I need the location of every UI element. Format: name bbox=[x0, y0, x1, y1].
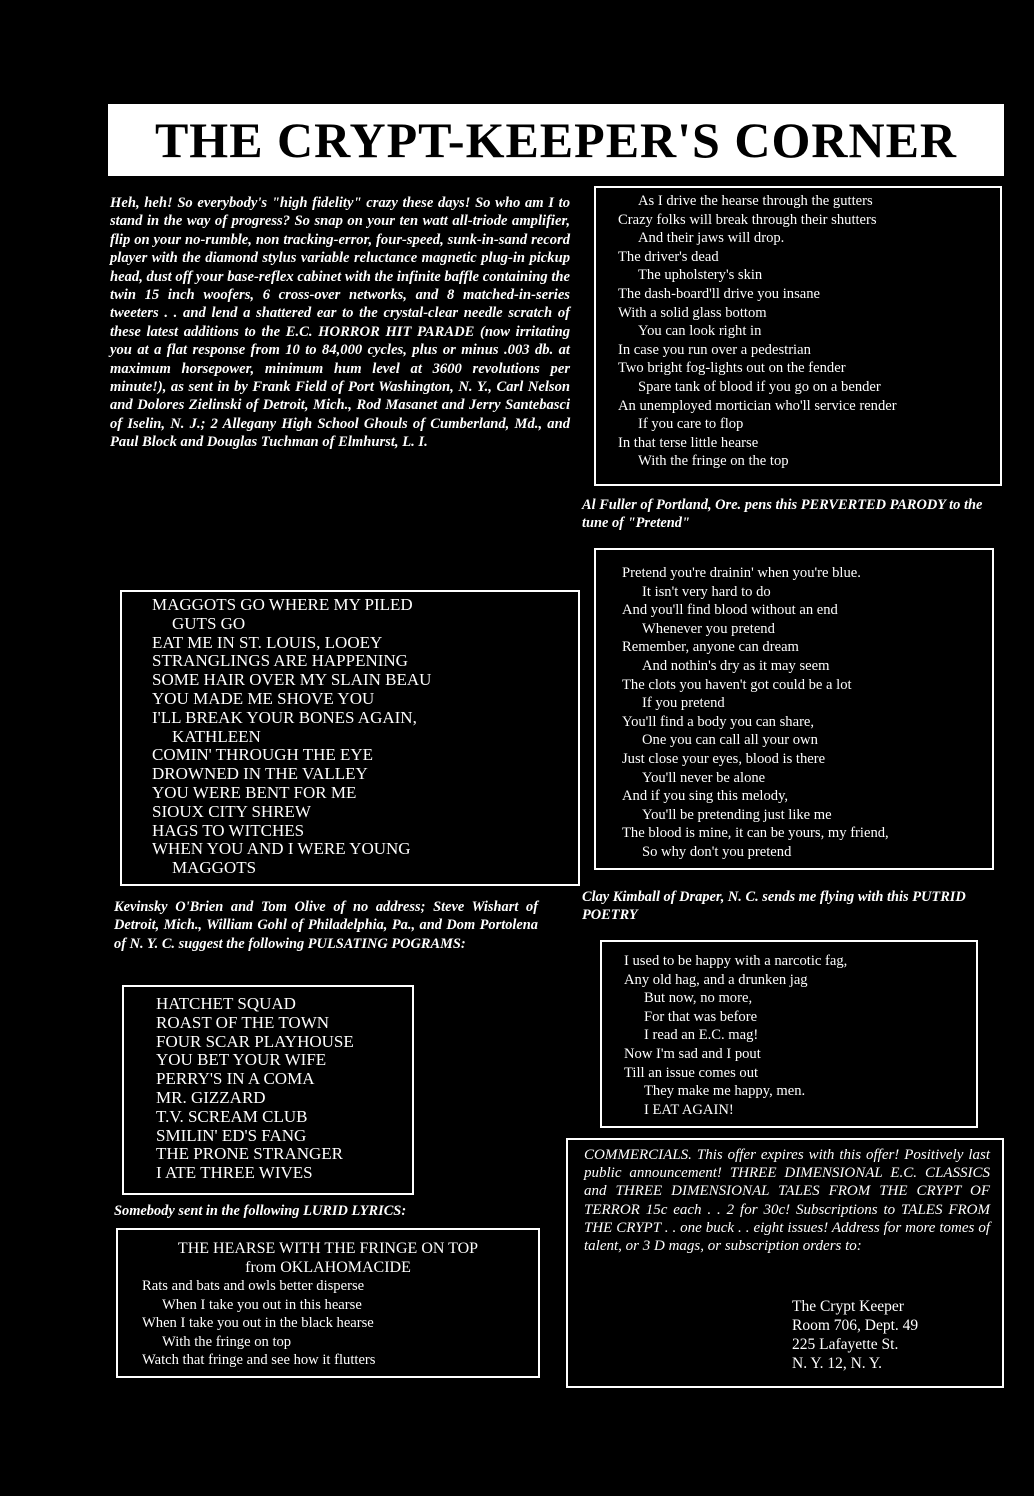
list-item: And if you sing this melody, bbox=[622, 788, 789, 805]
list-item: THE PRONE STRANGER bbox=[156, 1144, 344, 1164]
list-item: Watch that fringe and see how it flutters bbox=[142, 1352, 376, 1369]
list-item: EAT ME IN ST. LOUIS, LOOEY bbox=[152, 632, 383, 652]
list-item: MAGGOTS GO WHERE MY PILED bbox=[152, 595, 413, 614]
list-item: And nothin's dry as it may seem bbox=[642, 657, 830, 674]
hearse-continued-box bbox=[594, 186, 1002, 486]
list-item: SMILIN' ED'S FANG bbox=[156, 1125, 307, 1145]
list-item: With the fringe on the top bbox=[638, 453, 789, 470]
list-item: I read an E.C. mag! bbox=[644, 1027, 759, 1044]
list-item: The dash-board'll drive you insane bbox=[618, 285, 821, 302]
list-item: T.V. SCREAM CLUB bbox=[156, 1106, 308, 1126]
list-item: Rats and bats and owls better disperse bbox=[142, 1278, 365, 1294]
poetry-lines bbox=[624, 952, 976, 1119]
list-item: Now I'm sad and I pout bbox=[624, 1045, 761, 1062]
list-item: If you care to flop bbox=[638, 416, 744, 433]
list-item: When I take you out in the black hearse bbox=[142, 1315, 374, 1332]
list-item: YOU WERE BENT FOR ME bbox=[152, 782, 357, 802]
list-item: WHEN YOU AND I WERE YOUNG bbox=[152, 839, 411, 859]
address-block bbox=[792, 1297, 918, 1373]
address-line-4: N. Y. 12, N. Y. bbox=[792, 1355, 883, 1372]
hearse-box bbox=[116, 1228, 540, 1378]
list-item: HAGS TO WITCHES bbox=[152, 820, 305, 840]
list-item: And you'll find blood without an end bbox=[622, 602, 838, 619]
list-item: The upholstery's skin bbox=[638, 267, 763, 284]
list-item: Whenever you pretend bbox=[642, 620, 775, 637]
list-item: With a solid glass bottom bbox=[618, 304, 767, 321]
programs-box bbox=[122, 985, 414, 1195]
hearse-title-line2: from OKLAHOMACIDE bbox=[245, 1259, 411, 1276]
list-item: The driver's dead bbox=[618, 248, 719, 265]
list-item: The clots you haven't got could be a lot bbox=[622, 676, 852, 693]
hit-parade-box bbox=[120, 590, 580, 886]
list-item: STRANGLINGS ARE HAPPENING bbox=[152, 651, 408, 671]
list-item: DROWNED IN THE VALLEY bbox=[152, 764, 368, 784]
list-item: If you pretend bbox=[642, 695, 725, 712]
list-item: Two bright fog-lights out on the fender bbox=[618, 360, 846, 377]
list-item: COMIN' THROUGH THE EYE bbox=[152, 745, 374, 765]
list-item: Remember, anyone can dream bbox=[622, 639, 799, 656]
address-line-2: Room 706, Dept. 49 bbox=[792, 1317, 919, 1334]
list-item: Spare tank of blood if you go on a bender bbox=[638, 378, 881, 395]
hearse-lines-continued bbox=[618, 192, 1000, 471]
list-item: In case you run over a pedestrian bbox=[618, 341, 811, 358]
list-item: An unemployed mortician who'll service render bbox=[618, 397, 897, 414]
list-item: GUTS GO bbox=[172, 613, 246, 633]
list-item: I EAT AGAIN! bbox=[644, 1101, 734, 1118]
lyrics-caption: Somebody sent in the following LURID LYRICS: bbox=[114, 1203, 407, 1219]
list-item: You'll never be alone bbox=[642, 769, 766, 786]
list-item: You'll find a body you can share, bbox=[622, 713, 815, 730]
poetry-box bbox=[600, 940, 978, 1128]
intro-text: Heh, heh! So everybody's "high fidelity" crazy these days! So who am I to stand in the way of progress? So snap on your ten watt all-triode amplifier, flip on your no-rumble, non tracking-error, four-speed, sunk-in-sand record player with the diamond stylus variable reluctance magnetic plug-in pickup head, dust off your base-reflex cabinet with the infinite baffle containing the twin 15 inch woofers, 6 cross-over networks, and 8 matched-in-series tweeters . . and lend a shattered ear to the crystal-clear needle scratch of these latest additions to the E.C. HORROR HIT PARADE (now irritating you at a flat response from 10 to 84,000 cycles, plus or minus .003 db. at maximum horsepower, minimum hum level at 3600 revolutions per minute!), as sent in by Frank Field of Port Washington, N. Y., Carl Nelson and Dolores Zielinski of Detroit, Mich., Rod Masanet and Jerry Santebasci of Iselin, N. J.; 2 Allegany High School Ghouls of Cumberland, Md., and Paul Block and Douglas Tuchman of Elmhurst, L. I. bbox=[110, 195, 570, 451]
list-item: But now, no more, bbox=[644, 990, 753, 1007]
programs-list bbox=[156, 995, 412, 1183]
list-item: Crazy folks will break through their shutters bbox=[618, 211, 877, 228]
pretend-lines bbox=[622, 564, 992, 862]
pretend-box bbox=[594, 548, 994, 870]
list-item: Till an issue comes out bbox=[624, 1064, 759, 1081]
address-line-3: 225 Lafayette St. bbox=[792, 1336, 899, 1353]
list-item: PERRY'S IN A COMA bbox=[156, 1069, 315, 1089]
list-item: So why don't you pretend bbox=[642, 843, 792, 860]
list-item: For that was before bbox=[644, 1008, 758, 1025]
hit-parade-list bbox=[152, 596, 578, 878]
list-item: I'LL BREAK YOUR BONES AGAIN, bbox=[152, 707, 417, 727]
list-item: Any old hag, and a drunken jag bbox=[624, 971, 808, 988]
list-item: YOU MADE ME SHOVE YOU bbox=[152, 688, 375, 708]
list-item: ROAST OF THE TOWN bbox=[156, 1012, 330, 1032]
list-item: And their jaws will drop. bbox=[638, 230, 785, 247]
commercials-box bbox=[566, 1138, 1004, 1388]
pretend-caption: Al Fuller of Portland, Ore. pens this PERVERTED PARODY to the tune of "Pretend" bbox=[582, 497, 983, 532]
list-item: YOU BET YOUR WIFE bbox=[156, 1050, 327, 1070]
list-item: I ATE THREE WIVES bbox=[156, 1163, 313, 1183]
list-item: Just close your eyes, blood is there bbox=[622, 750, 826, 767]
list-item: MR. GIZZARD bbox=[156, 1087, 266, 1107]
list-item: With the fringe on top bbox=[162, 1333, 292, 1350]
list-item: It isn't very hard to do bbox=[642, 583, 771, 600]
list-item: SOME HAIR OVER MY SLAIN BEAU bbox=[152, 670, 432, 690]
list-item: You'll be pretending just like me bbox=[642, 806, 832, 823]
list-item: HATCHET SQUAD bbox=[156, 994, 296, 1013]
list-item: One you can call all your own bbox=[642, 732, 818, 749]
list-item: I used to be happy with a narcotic fag, bbox=[624, 953, 848, 969]
commercials-text: COMMERCIALS. This offer expires with this offer! Positively last public announcement! THREE DIMENSIONAL E.C. CLASSICS and THREE DIMENSIONAL TALES FROM THE CRYPT OF TERROR 15c each . . 2 for 30c! Subscriptions to TALES FROM THE CRYPT . . one buck . . eight issues! Address for more tomes of talent, or 3 D mags, or subscription orders to: bbox=[584, 1147, 990, 1255]
hearse-lines bbox=[142, 1277, 538, 1370]
list-item: You can look right in bbox=[638, 323, 762, 340]
list-item: They make me happy, men. bbox=[644, 1083, 806, 1100]
list-item: FOUR SCAR PLAYHOUSE bbox=[156, 1031, 354, 1051]
list-item: When I take you out in this hearse bbox=[162, 1296, 362, 1313]
list-item: Pretend you're drainin' when you're blue. bbox=[622, 565, 861, 581]
list-item: As I drive the hearse through the gutters bbox=[638, 193, 873, 209]
address-line-1: The Crypt Keeper bbox=[792, 1298, 904, 1315]
list-item: KATHLEEN bbox=[172, 726, 261, 746]
page-title: THE CRYPT-KEEPER'S CORNER bbox=[108, 104, 1004, 176]
list-item: The blood is mine, it can be yours, my friend, bbox=[622, 825, 889, 842]
hearse-title-line1: THE HEARSE WITH THE FRINGE ON TOP bbox=[177, 1240, 479, 1257]
poetry-caption: Clay Kimball of Draper, N. C. sends me flying with this PUTRID POETRY bbox=[582, 889, 966, 924]
list-item: In that terse little hearse bbox=[618, 434, 759, 451]
list-item: SIOUX CITY SHREW bbox=[152, 801, 311, 821]
programs-caption: Kevinsky O'Brien and Tom Olive of no address; Steve Wishart of Detroit, Mich., William Gohl of Philadelphia, Pa., and Dom Portolena of N. Y. C. suggest the following PULSATING POGRAMS: bbox=[114, 899, 538, 952]
list-item: MAGGOTS bbox=[172, 858, 257, 878]
